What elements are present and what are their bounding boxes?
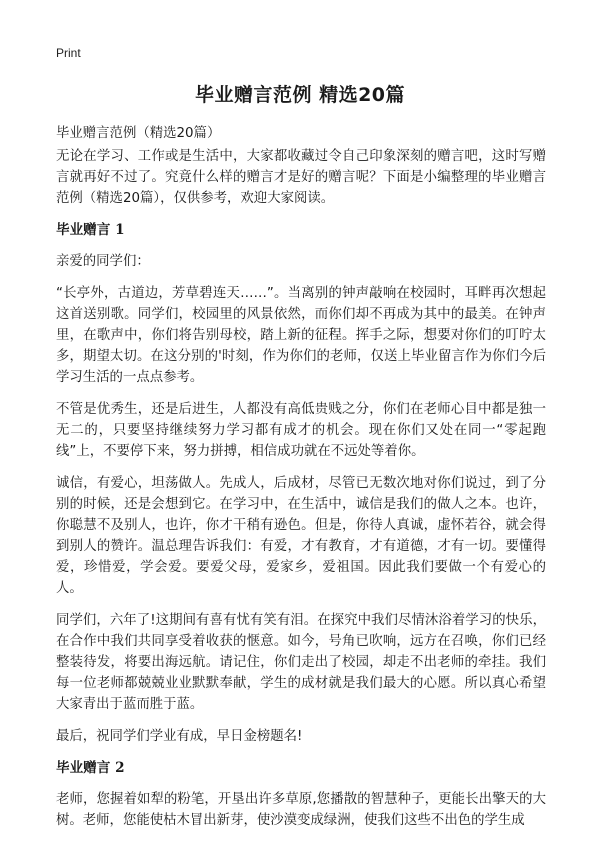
section1-paragraph: “长亭外，古道边，芳草碧连天……”。当离别的钟声敲响在校园时，耳畔再次想起这首送别歌。同学们，校园里的风景依然，而你们却不再成为其中的最美。在钟声里，在歌声中，你们将告别母校，踏上新的征程。挥手之际，想要对你们的叮咛太多，期望太切。在这分别的'时刻，作为你们的老师，仅送上毕业留言作为你们今后学习生活的一点点参考。 [56,286,546,385]
section1-paragraph: 诚信，有爱心，坦荡做人。先成人，后成材，尽管已无数次地对你们说过，到了分别的时候，还是会想到它。在学习中，在生活中，诚信是我们的做人之本。也许，你聪慧不及别人，也许，你才干稍有逊色。但是，你待人真诚，虚怀若谷，就会得到别人的赞许。温总理告诉我们：有爱，才有教育，才有道德，才有一切。要懂得爱，珍惜爱，学会爱。要爱父母，爱家乡，爱祖国。因此我们要做一个有爱心的人。 [56,476,546,596]
section1-paragraph: 亲爱的同学们： [56,254,150,269]
section1-paragraph: 不管是优秀生，还是后进生，人都没有高低贵贱之分，你们在老师心目中都是独一无二的，只要坚持继续努力学习都有成才的机会。现在你们又处在同一“零起跑线”上，不要停下来，努力拼搏，相信成功就在不远处等着你。 [56,402,546,459]
intro-paragraph: 无论在学习、工作或是生活中，大家都收藏过令自己印象深刻的赠言吧，这时写赠言就再好不过了。究竟什么样的赠言才是好的赠言呢？下面是小编整理的毕业赠言范例（精选20篇），仅供参考，欢迎大家阅读。 [56,149,546,206]
section-heading-2: 毕业赠言 2 [56,760,125,776]
section1-paragraph: 最后，祝同学们学业有成，早日金榜题名! [56,729,303,744]
section-heading-1: 毕业赠言 1 [56,222,125,238]
section2-paragraph: 老师，您握着如犁的粉笔，开垦出许多草原,您播散的智慧种子，更能长出擎天的大树。老师，您能使枯木冒出新芽，使沙漠变成绿洲，使我们这些不出色的学生成 [56,792,546,828]
page-subtitle: 毕业赠言范例（精选20篇） [56,126,221,141]
print-link[interactable]: Print [56,46,81,60]
article-body [56,146,546,842]
page-title: 毕业赠言范例 精选20篇 [194,84,406,106]
section1-paragraph: 同学们，六年了!这期间有喜有忧有笑有泪。在探究中我们尽情沐浴着学习的快乐，在合作中我们共同享受着收获的惬意。如今，号角已吹响，远方在召唤，你们已经整装待发，将要出海远航。请记住，你们走出了校园，却走不出老师的牵挂。我们每一位老师都兢兢业业默默奉献，学生的成材就是我们最大的心愿。所以真心希望大家青出于蓝而胜于蓝。 [56,613,546,712]
